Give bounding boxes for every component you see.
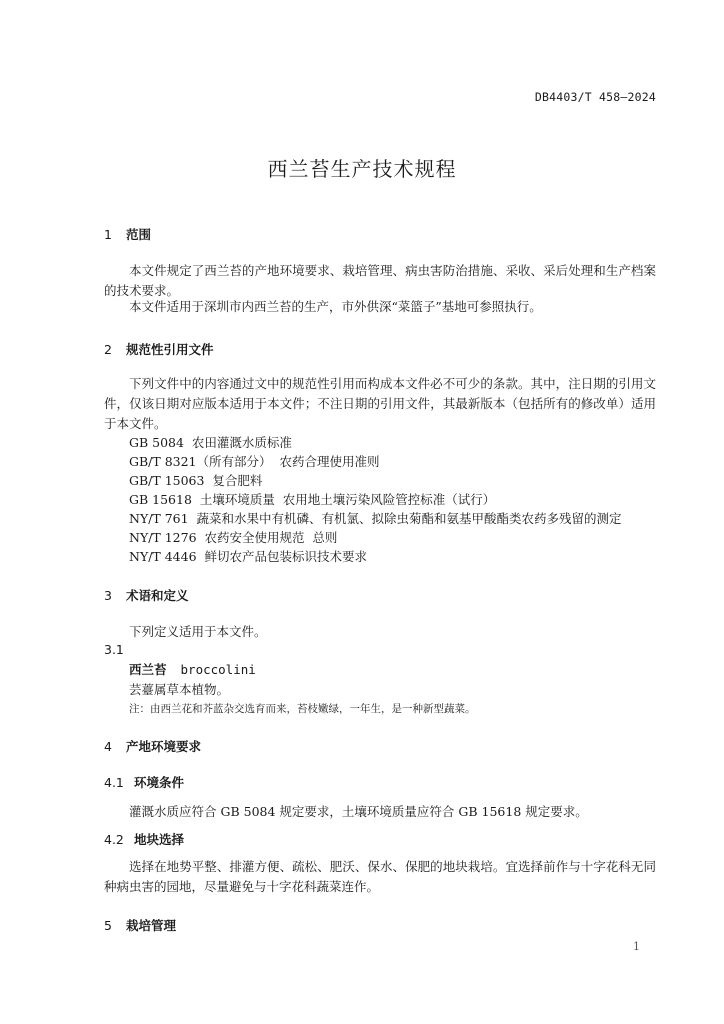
reference-item: NY/T 4446 鲜切农产品包装标识技术要求	[129, 549, 367, 564]
reference-item: GB/T 8321（所有部分） 农药合理使用准则	[129, 454, 380, 469]
document-number: DB4403/T 458—2024	[534, 90, 656, 104]
subsection-number: 4.1	[104, 775, 124, 790]
section-title: 术语和定义	[126, 588, 189, 603]
term-number: 3.1	[104, 642, 124, 657]
section-number: 1	[104, 227, 112, 242]
section-3-paragraph-1: 下列定义适用于本文件。	[129, 624, 267, 639]
section-title: 产地环境要求	[126, 739, 202, 754]
section-1-heading	[104, 225, 151, 243]
term-note: 注：由西兰花和芥蓝杂交选育而来，苔枝嫩绿，一年生，是一种新型蔬菜。	[129, 703, 476, 715]
section-5-heading	[104, 916, 176, 934]
subsection-4-1-paragraph: 灌溉水质应符合 GB 5084 规定要求，土壤环境质量应符合 GB 15618 规定要求。	[129, 804, 588, 819]
term-english: broccolini	[180, 662, 256, 677]
subsection-4-2-paragraph: 选择在地势平整、排灌方便、疏松、肥沃、保水、保肥的地块栽培。宜选择前作与十字花科无同种病虫害的园地，尽量避免与十字花科蔬菜连作。	[104, 859, 656, 894]
section-4-heading	[104, 737, 201, 755]
reference-item: GB 5084 农田灌溉水质标准	[129, 435, 292, 450]
section-number: 3	[104, 588, 112, 603]
section-title: 栽培管理	[126, 918, 177, 933]
section-1-paragraph-2: 本文件适用于深圳市内西兰苔的生产，市外供深“菜篮子”基地可参照执行。	[129, 299, 542, 314]
section-2-paragraph-1: 下列文件中的内容通过文中的规范性引用而构成本文件必不可少的条款。其中，注日期的引用文件，仅该日期对应版本适用于本文件；不注日期的引用文件，其最新版本（包括所有的修改单）适用于本文件。	[104, 376, 656, 431]
subsection-title: 环境条件	[134, 775, 185, 790]
subsection-title: 地块选择	[134, 832, 185, 847]
term-definition: 芸薹属草本植物。	[129, 682, 230, 697]
subsection-4-2-heading	[104, 830, 184, 848]
reference-item: GB/T 15063 复合肥料	[129, 473, 263, 488]
section-3-heading	[104, 586, 189, 604]
document-title: 西兰苔生产技术规程	[267, 157, 457, 181]
page-number: 1	[633, 940, 640, 953]
subsection-number: 4.2	[104, 832, 124, 847]
reference-item: GB 15618 土壤环境质量 农用地土壤污染风险管控标准（试行）	[129, 492, 496, 507]
section-1-paragraph-1: 本文件规定了西兰苔的产地环境要求、栽培管理、病虫害防治措施、采收、采后处理和生产档案的技术要求。	[104, 263, 656, 298]
section-2-heading	[104, 340, 214, 358]
term-chinese: 西兰苔	[129, 662, 167, 677]
section-title: 范围	[126, 227, 152, 242]
reference-item: NY/T 761 蔬菜和水果中有机磷、有机氯、拟除虫菊酯和氨基甲酸酯类农药多残留的测定	[129, 511, 622, 526]
section-number: 5	[104, 918, 112, 933]
section-number: 4	[104, 739, 112, 754]
reference-item: NY/T 1276 农药安全使用规范 总则	[129, 530, 338, 545]
term-entry	[129, 660, 256, 678]
section-title: 规范性引用文件	[126, 342, 214, 357]
section-number: 2	[104, 342, 112, 357]
subsection-4-1-heading	[104, 773, 184, 791]
